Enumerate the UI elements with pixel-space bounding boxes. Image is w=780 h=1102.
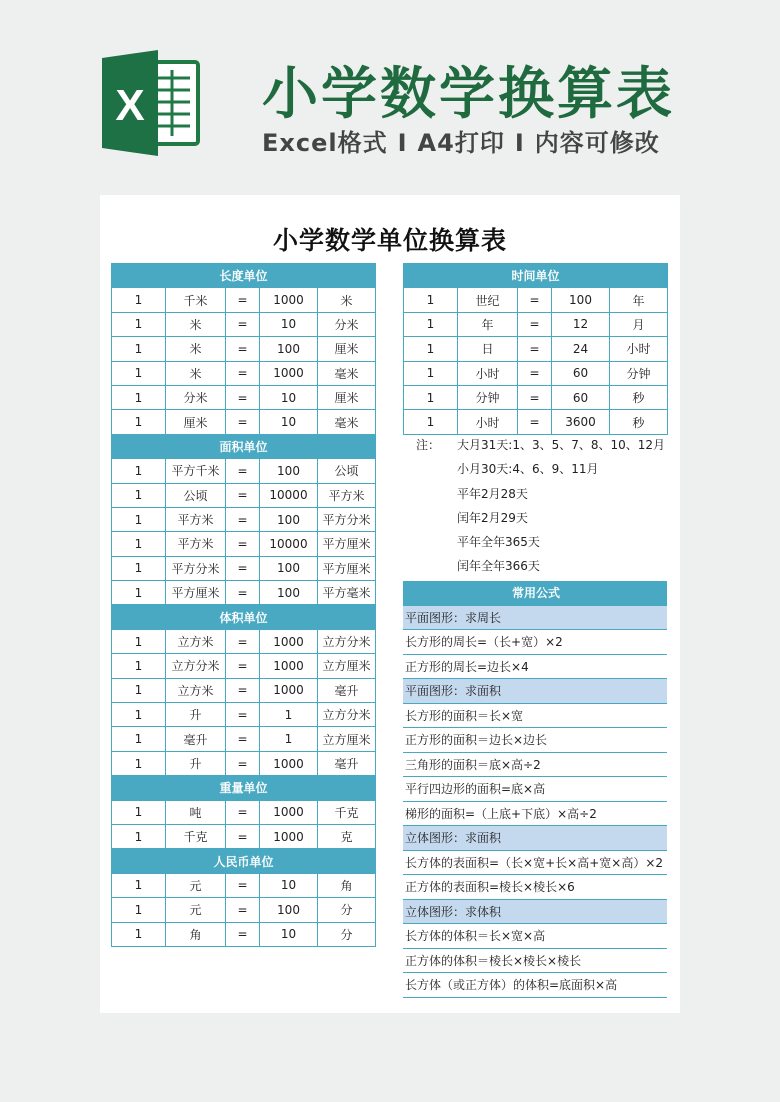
formula-row <box>403 728 667 753</box>
table-cell: 秒 <box>610 410 668 434</box>
table-cell: = <box>226 703 260 727</box>
unit-conversion-table <box>111 263 376 947</box>
table-cell: 立方厘米 <box>318 654 376 678</box>
formula-table <box>403 581 667 998</box>
table-cell: 1000 <box>260 751 318 775</box>
note-line <box>403 433 673 457</box>
formula-row <box>403 703 667 728</box>
table-row <box>112 385 376 409</box>
table-cell: 1 <box>404 385 458 409</box>
formula-row <box>403 801 667 826</box>
table-cell: 分 <box>318 898 376 922</box>
table-cell: 10 <box>260 922 318 946</box>
table-row <box>404 337 668 361</box>
time-unit-table <box>403 263 668 435</box>
table-row <box>404 385 668 409</box>
table-cell: 1 <box>112 751 166 775</box>
table-cell: 毫升 <box>318 751 376 775</box>
table-cell: 1 <box>112 581 166 605</box>
table-row <box>112 898 376 922</box>
table-cell: 世纪 <box>458 288 518 312</box>
subtitle-separator: I <box>397 129 408 157</box>
formula-row <box>403 654 667 679</box>
table-cell: 1 <box>112 361 166 385</box>
formula-text: 梯形的面积=（上底+下底）×高÷2 <box>403 801 667 826</box>
table-cell: 米 <box>318 288 376 312</box>
formula-text: 平行四边形的面积=底×高 <box>403 777 667 802</box>
section-title: 体积单位 <box>112 605 376 629</box>
table-cell: 1 <box>112 337 166 361</box>
table-cell: = <box>226 727 260 751</box>
table-cell: 1 <box>112 654 166 678</box>
section-header-row <box>112 434 376 458</box>
table-row <box>112 751 376 775</box>
table-cell: 100 <box>260 898 318 922</box>
excel-logo-icon <box>98 50 202 156</box>
table-cell: 平方厘米 <box>318 532 376 556</box>
table-row <box>112 483 376 507</box>
table-cell: 小时 <box>458 410 518 434</box>
table-cell: 10 <box>260 873 318 897</box>
table-row <box>112 824 376 848</box>
section-title: 长度单位 <box>112 264 376 288</box>
note-line <box>403 482 673 506</box>
table-cell: = <box>226 312 260 336</box>
table-cell: 3600 <box>552 410 610 434</box>
table-cell: = <box>226 751 260 775</box>
table-cell: 平方厘米 <box>166 581 226 605</box>
table-cell: 小时 <box>610 337 668 361</box>
calendar-notes <box>403 433 673 579</box>
table-cell: = <box>518 361 552 385</box>
formula-category: 平面图形：求面积 <box>403 679 667 704</box>
table-cell: = <box>226 361 260 385</box>
table-cell: = <box>226 532 260 556</box>
table-cell: = <box>226 385 260 409</box>
table-cell: = <box>226 556 260 580</box>
table-cell: 米 <box>166 337 226 361</box>
table-cell: 平方米 <box>318 483 376 507</box>
table-cell: 1 <box>112 410 166 434</box>
note-text: 小月30天:4、6、9、11月 <box>457 462 599 477</box>
section-title: 人民币单位 <box>112 849 376 873</box>
sheet-title: 小学数学单位换算表 <box>272 226 507 255</box>
table-cell: 1 <box>112 312 166 336</box>
table-row <box>112 654 376 678</box>
table-cell: 小时 <box>458 361 518 385</box>
table-cell: 立方米 <box>166 629 226 653</box>
table-cell: 1 <box>112 800 166 824</box>
formula-text: 长方形的面积＝长×宽 <box>403 703 667 728</box>
section-title: 时间单位 <box>404 264 668 288</box>
table-cell: 1 <box>404 337 458 361</box>
formula-section-title: 常用公式 <box>403 581 667 605</box>
table-row <box>112 922 376 946</box>
table-cell: 毫米 <box>318 410 376 434</box>
note-line <box>403 457 673 481</box>
formula-text: 三角形的面积＝底×高÷2 <box>403 752 667 777</box>
table-cell: 1000 <box>260 678 318 702</box>
table-cell: = <box>226 654 260 678</box>
table-cell: 1 <box>404 312 458 336</box>
formula-category: 平面图形：求周长 <box>403 605 667 630</box>
table-cell: 分钟 <box>458 385 518 409</box>
formula-category-row <box>403 679 667 704</box>
table-cell: = <box>518 288 552 312</box>
table-cell: = <box>226 507 260 531</box>
table-cell: 分米 <box>166 385 226 409</box>
table-cell: 米 <box>166 361 226 385</box>
note-label: 注： <box>416 438 441 452</box>
table-cell: 平方厘米 <box>318 556 376 580</box>
table-cell: 分 <box>318 922 376 946</box>
table-cell: 立方厘米 <box>318 727 376 751</box>
formula-row <box>403 630 667 655</box>
section-header-row <box>112 849 376 873</box>
note-line <box>403 554 673 578</box>
note-text: 平年2月28天 <box>457 486 528 501</box>
table-cell: 1 <box>112 629 166 653</box>
table-row <box>112 532 376 556</box>
table-cell: 1000 <box>260 361 318 385</box>
table-cell: 毫升 <box>318 678 376 702</box>
table-cell: 1 <box>112 873 166 897</box>
table-cell: = <box>518 385 552 409</box>
section-title: 重量单位 <box>112 776 376 800</box>
table-cell: 平方毫米 <box>318 581 376 605</box>
formula-text: 长方形的周长=（长+宽）×2 <box>403 630 667 655</box>
table-row <box>112 873 376 897</box>
table-cell: 千克 <box>318 800 376 824</box>
formula-category-row <box>403 605 667 630</box>
table-cell: 千米 <box>166 288 226 312</box>
table-cell: 1000 <box>260 288 318 312</box>
table-cell: = <box>226 459 260 483</box>
formula-text: 长方体的表面积=（长×宽+长×高+宽×高）×2 <box>403 850 667 875</box>
formula-row <box>403 924 667 949</box>
table-cell: 平方米 <box>166 507 226 531</box>
table-cell: 1 <box>260 703 318 727</box>
table-cell: 升 <box>166 751 226 775</box>
section-header-row <box>112 776 376 800</box>
table-cell: 100 <box>260 459 318 483</box>
table-cell: 1 <box>112 556 166 580</box>
formula-category: 立体图形：求面积 <box>403 826 667 851</box>
header-banner <box>0 0 780 195</box>
table-cell: 1 <box>260 727 318 751</box>
table-row <box>112 703 376 727</box>
table-row <box>112 288 376 312</box>
table-cell: 立方分米 <box>166 654 226 678</box>
table-cell: 1 <box>404 361 458 385</box>
table-row <box>404 410 668 434</box>
table-cell: = <box>226 824 260 848</box>
table-cell: = <box>518 337 552 361</box>
table-cell: 100 <box>260 337 318 361</box>
table-row <box>112 312 376 336</box>
table-cell: 公顷 <box>318 459 376 483</box>
note-text: 闰年2月29天 <box>457 510 528 525</box>
table-cell: = <box>226 410 260 434</box>
table-cell: 角 <box>318 873 376 897</box>
table-cell: 12 <box>552 312 610 336</box>
table-cell: 平方千米 <box>166 459 226 483</box>
table-cell: = <box>226 288 260 312</box>
formula-category-row <box>403 826 667 851</box>
table-cell: 1 <box>112 703 166 727</box>
table-cell: 千克 <box>166 824 226 848</box>
formula-text: 正方形的周长=边长×4 <box>403 654 667 679</box>
table-cell: 100 <box>260 507 318 531</box>
table-cell: 10 <box>260 385 318 409</box>
table-cell: 1 <box>112 288 166 312</box>
table-row <box>112 629 376 653</box>
formula-row <box>403 875 667 900</box>
formula-row <box>403 948 667 973</box>
table-cell: 毫升 <box>166 727 226 751</box>
table-cell: 厘米 <box>166 410 226 434</box>
table-cell: 1 <box>112 507 166 531</box>
formula-text: 正方体的体积＝棱长×棱长×棱长 <box>403 948 667 973</box>
table-cell: 1 <box>112 483 166 507</box>
table-cell: 1 <box>404 410 458 434</box>
table-cell: 1 <box>112 824 166 848</box>
hero-title: 小学数学换算表 <box>262 62 675 127</box>
table-cell: 年 <box>458 312 518 336</box>
table-cell: = <box>226 898 260 922</box>
table-cell: = <box>226 678 260 702</box>
table-cell: 厘米 <box>318 385 376 409</box>
table-cell: 克 <box>318 824 376 848</box>
table-cell: 升 <box>166 703 226 727</box>
table-cell: 厘米 <box>318 337 376 361</box>
worksheet <box>100 195 680 1013</box>
table-row <box>112 507 376 531</box>
table-cell: 60 <box>552 385 610 409</box>
table-cell: = <box>226 581 260 605</box>
section-title: 面积单位 <box>112 434 376 458</box>
table-cell: 平方分米 <box>318 507 376 531</box>
formula-category: 立体图形：求体积 <box>403 899 667 924</box>
table-cell: 日 <box>458 337 518 361</box>
note-text: 闰年全年366天 <box>457 559 540 574</box>
table-cell: 元 <box>166 898 226 922</box>
table-cell: = <box>226 337 260 361</box>
table-cell: 10 <box>260 410 318 434</box>
table-cell: 吨 <box>166 800 226 824</box>
table-row <box>112 361 376 385</box>
formula-row <box>403 973 667 998</box>
table-row <box>112 581 376 605</box>
table-cell: 立方分米 <box>318 703 376 727</box>
table-row <box>112 727 376 751</box>
table-cell: 毫米 <box>318 361 376 385</box>
table-cell: 1 <box>404 288 458 312</box>
table-cell: 1000 <box>260 654 318 678</box>
table-cell: 1 <box>112 678 166 702</box>
table-cell: = <box>226 629 260 653</box>
table-cell: 1 <box>112 385 166 409</box>
logo-letter: X <box>115 81 145 130</box>
table-cell: 10 <box>260 312 318 336</box>
table-cell: = <box>226 800 260 824</box>
table-cell: 公顷 <box>166 483 226 507</box>
table-cell: 1 <box>112 459 166 483</box>
table-cell: 1000 <box>260 800 318 824</box>
table-cell: 秒 <box>610 385 668 409</box>
subtitle-format: Excel格式 <box>262 129 388 157</box>
table-cell: 米 <box>166 312 226 336</box>
note-line <box>403 506 673 530</box>
section-header-row <box>404 264 668 288</box>
table-cell: 100 <box>260 581 318 605</box>
formula-text: 长方体（或正方体）的体积=底面积×高 <box>403 973 667 998</box>
table-cell: 立方米 <box>166 678 226 702</box>
formula-row <box>403 850 667 875</box>
formula-text: 长方体的体积＝长×宽×高 <box>403 924 667 949</box>
table-cell: 10000 <box>260 483 318 507</box>
table-row <box>404 361 668 385</box>
note-text: 大月31天:1、3、5、7、8、10、12月 <box>457 438 666 452</box>
table-cell: 1 <box>112 532 166 556</box>
table-cell: = <box>226 922 260 946</box>
table-cell: 10000 <box>260 532 318 556</box>
table-cell: = <box>226 873 260 897</box>
table-cell: 1000 <box>260 629 318 653</box>
table-row <box>112 337 376 361</box>
table-row <box>112 800 376 824</box>
table-cell: = <box>226 483 260 507</box>
subtitle-separator: I <box>514 129 525 157</box>
note-line <box>403 530 673 554</box>
table-row <box>112 410 376 434</box>
table-row <box>404 312 668 336</box>
table-cell: 1000 <box>260 824 318 848</box>
table-cell: 100 <box>260 556 318 580</box>
table-cell: 平方米 <box>166 532 226 556</box>
table-cell: 1 <box>112 922 166 946</box>
table-cell: 分米 <box>318 312 376 336</box>
table-cell: 年 <box>610 288 668 312</box>
formula-text: 正方形的面积＝边长×边长 <box>403 728 667 753</box>
table-cell: = <box>518 312 552 336</box>
formula-text: 正方体的表面积=棱长×棱长×6 <box>403 875 667 900</box>
table-row <box>404 288 668 312</box>
formula-header-row <box>403 581 667 605</box>
table-cell: 1 <box>112 727 166 751</box>
table-cell: 月 <box>610 312 668 336</box>
table-row <box>112 459 376 483</box>
table-cell: 角 <box>166 922 226 946</box>
section-header-row <box>112 264 376 288</box>
note-text: 平年全年365天 <box>457 535 540 550</box>
table-cell: 24 <box>552 337 610 361</box>
table-cell: 立方分米 <box>318 629 376 653</box>
subtitle-editable: 内容可修改 <box>534 129 660 157</box>
table-cell: 100 <box>552 288 610 312</box>
table-row <box>112 556 376 580</box>
table-cell: = <box>518 410 552 434</box>
formula-row <box>403 752 667 777</box>
table-cell: 60 <box>552 361 610 385</box>
hero-subtitle <box>262 123 660 158</box>
table-cell: 分钟 <box>610 361 668 385</box>
subtitle-print: A4打印 <box>417 129 505 157</box>
table-cell: 1 <box>112 898 166 922</box>
formula-row <box>403 777 667 802</box>
table-cell: 平方分米 <box>166 556 226 580</box>
section-header-row <box>112 605 376 629</box>
table-row <box>112 678 376 702</box>
table-cell: 元 <box>166 873 226 897</box>
formula-category-row <box>403 899 667 924</box>
